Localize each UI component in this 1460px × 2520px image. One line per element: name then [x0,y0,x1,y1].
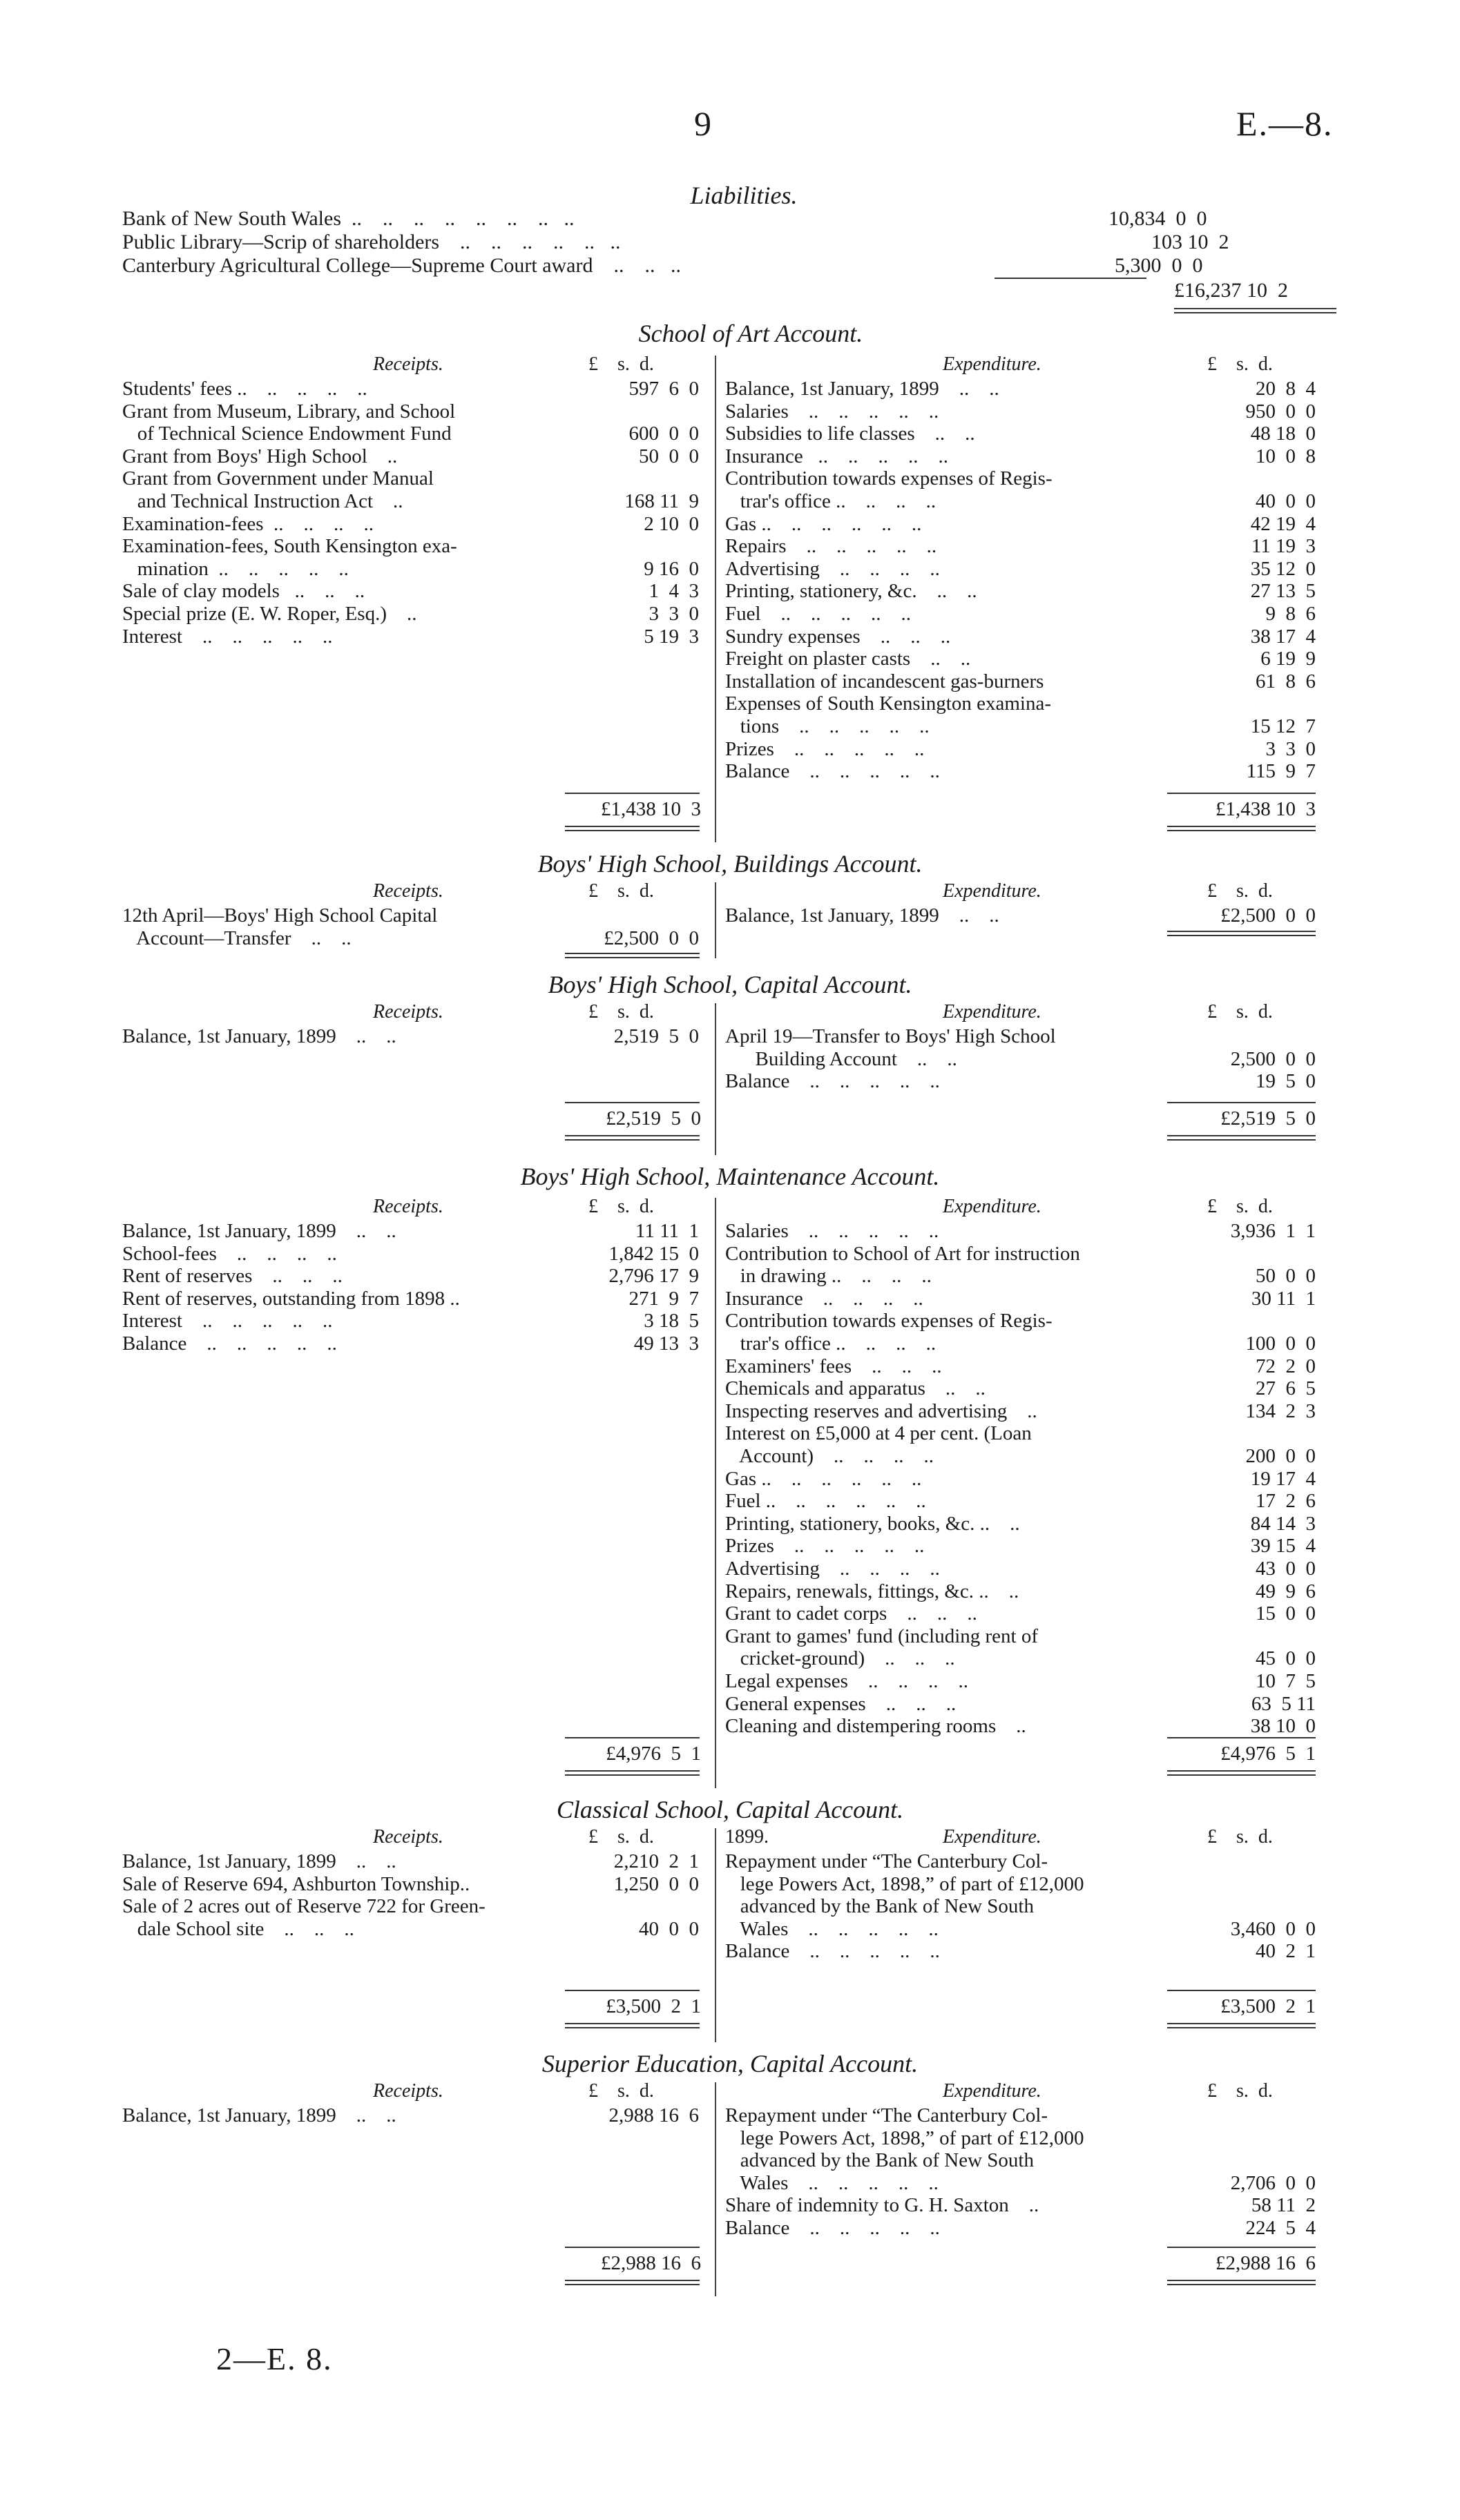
ledger-entry-text: Expenses of South Kensington examina- [725,692,1051,715]
expenditure-heading: Expenditure. [943,880,1041,902]
rule [1167,2247,1316,2248]
ledger-entry-text: Insurance .. .. .. .. .. [725,445,948,467]
ledger-entry-text: Fuel .. .. .. .. .. [725,603,912,625]
rule [1167,2023,1316,2024]
classical-capital-title: Classical School, Capital Account. [556,1796,904,1823]
ledger-entry-text: Balance, 1st January, 1899 .. .. [725,904,999,927]
ledger-entry-amount: 72 2 0 [1256,1355,1316,1377]
ledger-entry-text: dale School site .. .. .. [122,1917,354,1940]
ledger-entry-text: Interest .. .. .. .. .. [122,1310,333,1332]
ledger-entry-amount: 1,250 0 0 [613,1872,699,1895]
money-heading: £ s. d. [588,353,654,375]
ledger-entry-amount: 61 8 6 [1256,670,1316,692]
ledger-entry-text: Repayment under “The Canterbury Col- [725,2104,1048,2126]
ledger-entry-text: Examiners' fees .. .. .. [725,1355,942,1377]
ledger-entry-amount: 49 13 3 [633,1332,699,1355]
ledger-entry-amount: 134 2 3 [1245,1399,1316,1422]
column-divider [715,1828,716,2042]
ledger-entry-text: tions .. .. .. .. .. [725,715,930,737]
money-heading: £ s. d. [1207,880,1273,902]
ledger-entry-text: Sale of Reserve 694, Ashburton Township.. [122,1872,470,1895]
receipts-heading: Receipts. [373,1826,443,1848]
ledger-entry-text: Grant to cadet corps .. .. .. [725,1602,977,1625]
money-heading: £ s. d. [588,2080,654,2102]
column-divider [715,882,716,958]
money-heading: £ s. d. [588,1001,654,1022]
rule [1167,826,1316,827]
liability-amount: 103 10 2 [1151,231,1229,253]
total-expenditure: £1,438 10 3 [1216,798,1316,820]
ledger-entry-amount: 600 0 0 [628,423,699,445]
ledger-entry-text: Contribution to School of Art for instruction [725,1242,1080,1265]
ledger-entry-amount: 27 6 5 [1256,1377,1316,1400]
ledger-entry-text: Balance, 1st January, 1899 .. .. [122,1850,396,1872]
rule [1167,1135,1316,1136]
ledger-entry-text: Sale of 2 acres out of Reserve 722 for Green- [122,1895,486,1918]
ledger-entry-text: Repairs, renewals, fittings, &c. .. .. [725,1580,1019,1602]
ledger-entry-amount: 84 14 3 [1250,1512,1316,1535]
ledger-entry-amount: 2,500 0 0 [1230,1047,1316,1070]
ledger-entry-text: Balance, 1st January, 1899 .. .. [122,1220,396,1242]
footer-signature: 2—E. 8. [216,2341,333,2376]
ledger-entry-text: Repairs .. .. .. .. .. [725,535,937,558]
money-heading: £ s. d. [1207,1826,1273,1848]
rule [1167,1737,1316,1738]
ledger-entry-amount: 19 5 0 [1256,1070,1316,1093]
liability-row [122,231,1229,254]
rule [995,278,1146,279]
ledger-entry-text: Rent of reserves .. .. .. [122,1265,343,1288]
liabilities-title: Liabilities. [690,182,798,209]
ledger-entry-text: Account—Transfer .. .. [122,927,352,949]
expenditure-heading: Expenditure. [943,2080,1041,2102]
liability-amount: 5,300 0 0 [1115,254,1203,277]
rule [565,830,700,831]
bhs-capital-title: Boys' High School, Capital Account. [548,971,912,998]
ledger-entry-text: Sale of clay models .. .. .. [122,580,365,603]
ledger-entry-text: trar's office .. .. .. .. [725,490,936,512]
total-expenditure: £2,519 5 0 [1220,1107,1316,1130]
ledger-entry-amount: 48 18 0 [1250,423,1316,445]
ledger-entry-amount: 39 15 4 [1250,1535,1316,1558]
ledger-entry-amount: 1 4 3 [649,580,699,603]
expenditure-heading: Expenditure. [943,1196,1041,1217]
ledger-entry-text: Contribution towards expenses of Regis- [725,467,1053,490]
ledger-entry-text: Examination-fees, South Kensington exa- [122,535,457,558]
ledger-entry-text: Freight on plaster casts .. .. [725,648,971,670]
ledger-entry-amount: 271 9 7 [628,1287,699,1310]
ledger-entry-text: lege Powers Act, 1898,” of part of £12,000 [725,2126,1084,2149]
ledger-entry-amount: 11 19 3 [1251,535,1316,558]
ledger-entry-text: Interest on £5,000 at 4 per cent. (Loan [725,1422,1032,1445]
ledger-entry-text: Inspecting reserves and advertising .. [725,1399,1037,1422]
ledger-entry-amount: 30 11 1 [1251,1287,1316,1310]
receipts-heading: Receipts. [373,880,443,902]
ledger-entry-amount: 42 19 4 [1250,512,1316,535]
ledger-entry-amount: £2,500 0 0 [604,927,699,949]
rule [565,957,700,958]
expenditure-heading: Expenditure. [943,1826,1041,1848]
liability-desc: Canterbury Agricultural College—Supreme Court award .. .. .. [122,254,681,277]
total-receipts: £2,519 5 0 [606,1107,701,1130]
ledger-entry-amount: 115 9 7 [1246,760,1316,783]
ledger-entry-text: Sundry expenses .. .. .. [725,625,951,648]
ledger-entry-amount: 35 12 0 [1250,557,1316,580]
ledger-entry-text: Gas .. .. .. .. .. .. [725,512,922,535]
ledger-entry-text: mination .. .. .. .. .. [122,557,349,580]
ledger-entry-text: Special prize (E. W. Roper, Esq.) .. [122,603,417,625]
ledger-entry-text: Installation of incandescent gas-burners [725,670,1044,692]
rule [1167,2027,1316,2028]
expenditure-heading: Expenditure. [943,1001,1041,1022]
ledger-entry-amount: 2,210 2 1 [613,1850,699,1872]
ledger-entry-text: Chemicals and apparatus .. .. [725,1377,986,1400]
ledger-entry-text: trar's office .. .. .. .. [725,1332,936,1355]
rule [1167,830,1316,831]
rule [1167,1774,1316,1776]
rule [565,1135,700,1136]
page-number: 9 [694,104,711,143]
ledger-entry-text: Examination-fees .. .. .. .. [122,512,374,535]
ledger-entry-text: Insurance .. .. .. .. [725,1287,923,1310]
ledger-entry-amount: 27 13 5 [1250,580,1316,603]
rule [1167,2280,1316,2281]
rule [1167,1102,1316,1103]
ledger-entry-text: Balance .. .. .. .. .. [725,1940,940,1963]
ledger-entry-amount: 3 3 0 [1265,737,1316,760]
liability-row [122,207,1207,231]
ledger-entry-amount: 2,519 5 0 [613,1025,699,1047]
ledger-entry-text: Grant to games' fund (including rent of [725,1625,1038,1647]
ledger-entry-text: in drawing .. .. .. .. [725,1265,932,1288]
rule [1167,1770,1316,1772]
ledger-entry-text: Wales .. .. .. .. .. [725,2171,939,2194]
ledger-entry-amount: 3,460 0 0 [1230,1917,1316,1940]
rule [1167,2284,1316,2285]
ledger-entry-text: Gas .. .. .. .. .. .. [725,1467,922,1490]
ledger-entry-amount: 950 0 0 [1245,400,1316,423]
ledger-entry-amount: 50 0 0 [1256,1265,1316,1288]
ledger-entry-text: Grant from Museum, Library, and School [122,400,456,423]
ledger-entry-amount: 6 19 9 [1260,648,1316,670]
rule [565,1737,700,1738]
rule [1167,935,1316,936]
ledger-entry-text: General expenses .. .. .. [725,1692,957,1715]
rule [565,826,700,827]
ledger-entry-text: Fuel .. .. .. .. .. .. [725,1490,926,1513]
ledger-entry-text: Rent of reserves, outstanding from 1898 .. [122,1287,460,1310]
ledger-entry-text: 12th April—Boys' High School Capital [122,904,438,927]
rule [565,1102,700,1103]
ledger-entry-text: Balance .. .. .. .. .. [725,760,940,783]
ledger-entry-amount: 49 9 6 [1256,1580,1316,1602]
ledger-entry-amount: 11 11 1 [635,1220,699,1242]
superior-capital-title: Superior Education, Capital Account. [541,2050,919,2077]
ledger-entry-amount: 40 0 0 [639,1917,699,1940]
bhs-buildings-title: Boys' High School, Buildings Account. [537,850,923,878]
ledger-entry-amount: 38 17 4 [1250,625,1316,648]
ledger-entry-text: Balance .. .. .. .. .. [725,2217,940,2239]
ledger-entry-text: Advertising .. .. .. .. [725,1558,940,1580]
ledger-entry-text: cricket-ground) .. .. .. [725,1647,955,1670]
column-divider [715,1198,716,1788]
receipts-heading: Receipts. [373,1001,443,1022]
total-receipts: £4,976 5 1 [606,1743,701,1765]
ledger-entry-amount: 2,796 17 9 [608,1265,699,1288]
ledger-entry-amount: 3,936 1 1 [1230,1220,1316,1242]
column-divider [715,356,716,842]
ledger-entry-text: lege Powers Act, 1898,” of part of £12,000 [725,1872,1084,1895]
ledger-entry-amount: 10 0 8 [1256,445,1316,467]
ledger-entry-amount: 100 0 0 [1245,1332,1316,1355]
ledger-entry-text: Cleaning and distempering rooms .. [725,1715,1026,1738]
ledger-entry-text: Advertising .. .. .. .. [725,557,940,580]
ledger-entry-text: Balance .. .. .. .. .. [725,1070,940,1093]
receipts-heading: Receipts. [373,1196,443,1217]
rule [565,1770,700,1772]
ledger-entry-amount: 1,842 15 0 [608,1242,699,1265]
ledger-entry-amount: 200 0 0 [1245,1445,1316,1467]
ledger-entry-amount: 38 10 0 [1250,1715,1316,1738]
ledger-entry-amount: 43 0 0 [1256,1558,1316,1580]
ledger-entry-text: Building Account .. .. [725,1047,957,1070]
ledger-entry-text: Repayment under “The Canterbury Col- [725,1850,1048,1872]
ledger-entry-text: Prizes .. .. .. .. .. [725,737,925,760]
ledger-entry-text: Account) .. .. .. .. [725,1445,934,1467]
ledger-entry-amount: 2,988 16 6 [608,2104,699,2126]
ledger-entry-amount: 3 18 5 [644,1310,699,1332]
column-divider [715,1003,716,1155]
ledger-entry-amount: 50 0 0 [639,445,699,467]
ledger-entry-text: April 19—Transfer to Boys' High School [725,1025,1056,1047]
ledger-entry-text: advanced by the Bank of New South [725,2149,1034,2172]
ledger-entry-amount: 3 3 0 [649,603,699,625]
ledger-entry-text: Grant from Boys' High School .. [122,445,398,467]
money-heading: £ s. d. [1207,1001,1273,1022]
total-expenditure: £3,500 2 1 [1220,1995,1316,2017]
money-heading: £ s. d. [588,880,654,902]
money-heading: £ s. d. [588,1826,654,1848]
money-heading: £ s. d. [1207,2080,1273,2102]
rule [565,2247,700,2248]
rule [1167,931,1316,932]
rule [1174,308,1336,309]
rule [1167,793,1316,794]
ledger-entry-text: Prizes .. .. .. .. .. [725,1535,925,1558]
ledger-entry-text: of Technical Science Endowment Fund [122,423,452,445]
total-receipts: £3,500 2 1 [606,1995,701,2017]
ledger-entry-text: Balance .. .. .. .. .. [122,1332,337,1355]
ledger-entry-text: Interest .. .. .. .. .. [122,625,333,648]
ledger-entry-text: Subsidies to life classes .. .. [725,423,975,445]
ledger-entry-amount: 5 19 3 [644,625,699,648]
money-heading: £ s. d. [1207,353,1273,375]
rule [565,1990,700,1991]
ledger-entry-amount: £2,500 0 0 [1220,904,1316,927]
total-expenditure: £4,976 5 1 [1220,1743,1316,1765]
ledger-entry-amount: 597 6 0 [628,378,699,400]
ledger-entry-amount: 2 10 0 [644,512,699,535]
column-divider [715,2082,716,2296]
money-heading: £ s. d. [588,1196,654,1217]
ledger-entry-text: advanced by the Bank of New South [725,1895,1034,1918]
ledger-entry-text: Balance, 1st January, 1899 .. .. [122,2104,396,2126]
ledger-entry-text: Balance, 1st January, 1899 .. .. [725,378,999,400]
ledger-entry-amount: 40 2 1 [1256,1940,1316,1963]
ledger-entry-text: Grant from Government under Manual [122,467,434,490]
ledger-entry-text: Share of indemnity to G. H. Saxton .. [725,2194,1039,2217]
ledger-entry-text: Legal expenses .. .. .. .. [725,1670,968,1692]
rule [565,1139,700,1141]
ledger-entry-amount: 15 12 7 [1250,715,1316,737]
money-heading: £ s. d. [1207,1196,1273,1217]
rule [565,2280,700,2281]
total-receipts: £1,438 10 3 [601,798,701,820]
rule [565,793,700,794]
ledger-entry-amount: 2,706 0 0 [1230,2171,1316,2194]
ledger-entry-text: Salaries .. .. .. .. .. [725,1220,939,1242]
rule [565,2027,700,2028]
ledger-entry-amount: 168 11 9 [624,490,699,512]
rule [565,2284,700,2285]
bhs-maintenance-title: Boys' High School, Maintenance Account. [520,1163,940,1190]
ledger-entry-text: Balance, 1st January, 1899 .. .. [122,1025,396,1047]
ledger-entry-amount: 40 0 0 [1256,490,1316,512]
receipts-heading: Receipts. [373,2080,443,2102]
ledger-entry-amount: 10 7 5 [1256,1670,1316,1692]
total-receipts: £2,988 16 6 [601,2252,701,2274]
ledger-entry-text: Printing, stationery, books, &c. .. .. [725,1512,1020,1535]
liability-desc: Bank of New South Wales .. .. .. .. .. .. .. .. [122,207,575,230]
ledger-entry-text: and Technical Instruction Act .. [122,490,403,512]
ledger-entry-amount: 63 5 11 [1251,1692,1316,1715]
page-reference: E.—8. [1236,104,1334,143]
ledger-entry-amount: 17 2 6 [1256,1490,1316,1513]
liability-amount: 10,834 0 0 [1108,207,1207,230]
rule [565,1774,700,1776]
ledger-entry-text: School-fees .. .. .. .. [122,1242,337,1265]
ledger-entry-amount: 45 0 0 [1256,1647,1316,1670]
year-label: 1899. [725,1826,769,1848]
total-expenditure: £2,988 16 6 [1216,2252,1316,2274]
rule [1167,1139,1316,1141]
rule [1174,312,1336,313]
rule [565,2023,700,2024]
ledger-entry-text: Students' fees .. .. .. .. .. [122,378,367,400]
ledger-entry-amount: 19 17 4 [1250,1467,1316,1490]
rule [565,953,700,954]
rule [1167,1990,1316,1991]
ledger-entry-amount: 224 5 4 [1245,2217,1316,2239]
ledger-entry-text: Salaries .. .. .. .. .. [725,400,939,423]
ledger-entry-amount: 9 16 0 [644,557,699,580]
liability-row [122,254,1203,278]
ledger-entry-text: Printing, stationery, &c. .. .. [725,580,977,603]
receipts-heading: Receipts. [373,353,443,375]
ledger-entry-amount: 20 8 4 [1256,378,1316,400]
ledger-entry-text: Wales .. .. .. .. .. [725,1917,939,1940]
ledger-entry-amount: 9 8 6 [1265,603,1316,625]
ledger-entry-amount: 58 11 2 [1251,2194,1316,2217]
liability-desc: Public Library—Scrip of shareholders .. .. .. .. .. .. [122,231,621,253]
expenditure-heading: Expenditure. [943,353,1041,375]
school-of-art-title: School of Art Account. [638,320,863,347]
liabilities-total: £16,237 10 2 [1174,279,1288,302]
ledger-entry-amount: 15 0 0 [1256,1602,1316,1625]
ledger-entry-text: Contribution towards expenses of Regis- [725,1310,1053,1332]
